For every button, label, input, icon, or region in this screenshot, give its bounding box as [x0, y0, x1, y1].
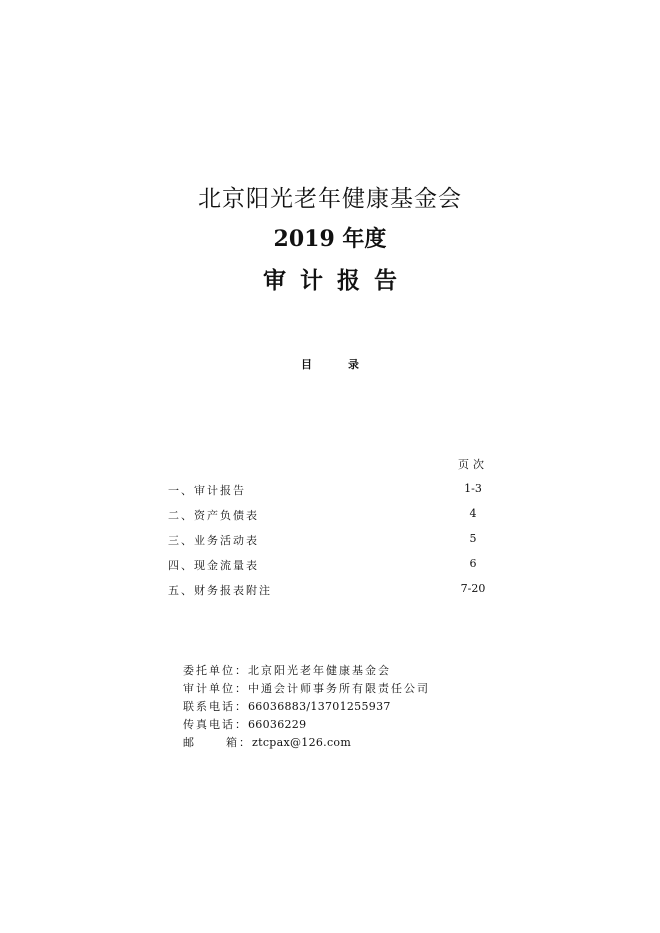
toc-item-page: 6 — [469, 557, 477, 570]
toc-list — [168, 482, 498, 607]
toc-item-label: 二、资产负债表 — [168, 509, 259, 522]
auditor-label: 审计单位： — [183, 682, 248, 695]
phone-label: 联系电话： — [183, 700, 248, 713]
contact-block — [183, 662, 430, 752]
toc-item-page: 7-20 — [460, 582, 486, 595]
toc-item — [168, 532, 498, 557]
email-label-1: 邮 — [183, 736, 196, 749]
toc-item-label: 三、业务活动表 — [168, 534, 259, 547]
report-year: 2019 年度 — [273, 226, 387, 252]
toc-item — [168, 557, 498, 582]
email-row — [183, 734, 430, 752]
toc-item-page: 5 — [469, 532, 477, 545]
toc-item-page: 1-3 — [464, 482, 482, 495]
toc-heading-right: 录 — [348, 358, 359, 371]
toc-item-label: 四、现金流量表 — [168, 559, 259, 572]
toc-item-label: 五、财务报表附注 — [168, 584, 272, 597]
phone-value: 66036883/13701255937 — [248, 700, 391, 713]
phone-row — [183, 698, 430, 716]
client-value: 北京阳光老年健康基金会 — [248, 664, 391, 677]
title-block — [0, 180, 660, 300]
auditor-value: 中通会计师事务所有限责任公司 — [248, 682, 430, 695]
fax-row — [183, 716, 430, 734]
toc-heading-left: 目 — [301, 358, 312, 371]
auditor-row — [183, 680, 430, 698]
toc-item — [168, 482, 498, 507]
report-title: 审计报告 — [263, 267, 411, 294]
toc-item-page: 4 — [469, 507, 477, 520]
client-label: 委托单位： — [183, 664, 248, 677]
page-column-label: 页次 — [458, 458, 488, 471]
client-row — [183, 662, 430, 680]
email-value: ztcpax@126.com — [252, 736, 352, 749]
toc-item-label: 一、审计报告 — [168, 484, 246, 497]
email-label-2: 箱： — [226, 736, 252, 749]
fax-label: 传真电话： — [183, 718, 248, 731]
toc-item — [168, 507, 498, 532]
organization-name: 北京阳光老年健康基金会 — [198, 186, 462, 212]
toc-heading — [0, 356, 660, 372]
fax-value: 66036229 — [248, 718, 307, 731]
toc-item — [168, 582, 498, 607]
